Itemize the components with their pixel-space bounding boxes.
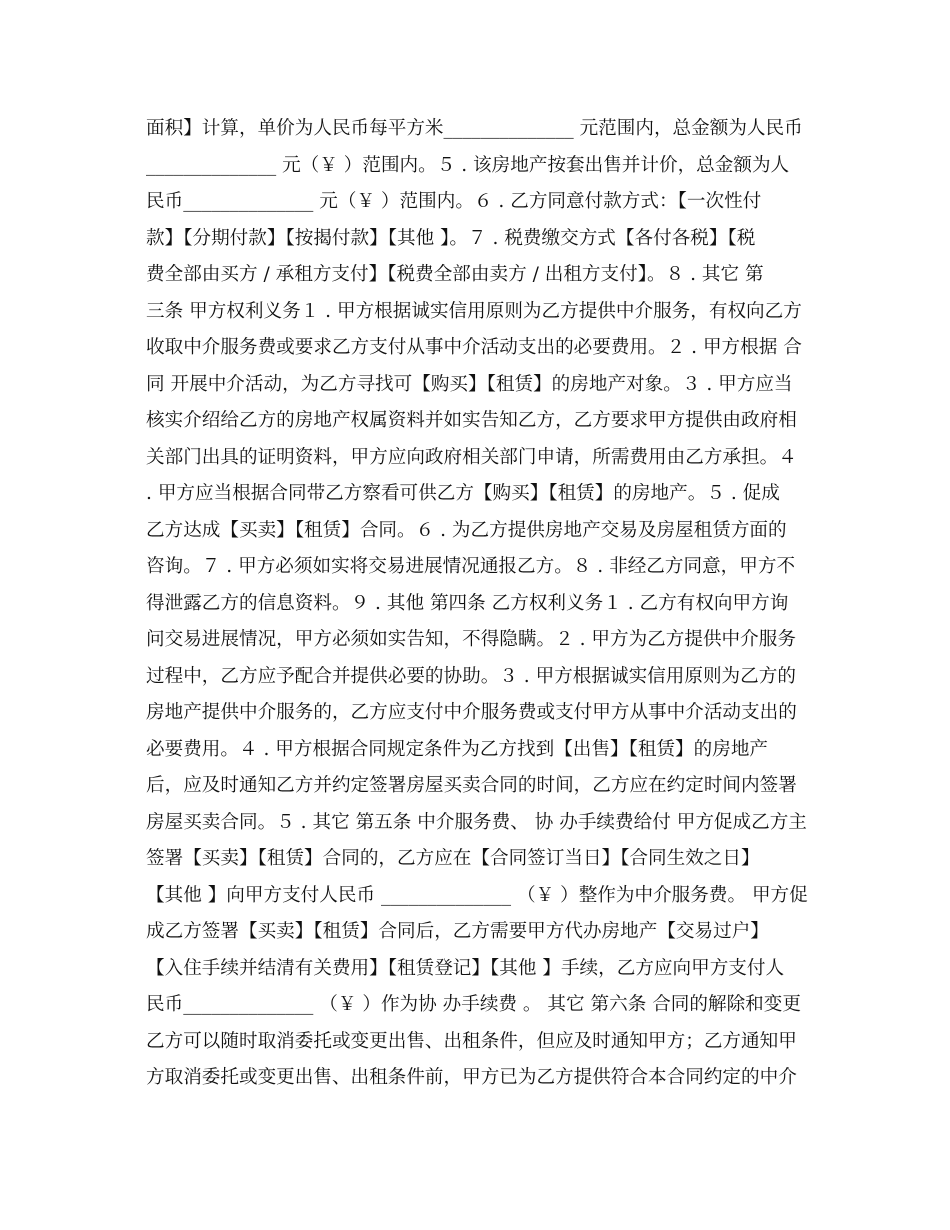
text-line: 费全部由买方 / 承租方支付】【税费全部由卖方 / 出租方支付】。８ . 其它 第 bbox=[146, 264, 764, 285]
text-line: . 甲方应当根据合同带乙方察看可供乙方【购买】【租赁】的房地产。５ . 促成 bbox=[146, 483, 780, 504]
text-line: 过程中，乙方应予配合并提供必要的协助。３ . 甲方根据诚实信用原则为乙方的 bbox=[146, 665, 796, 687]
text-line: 方取消委托或变更出售、出租条件前，甲方已为乙方提供符合本合同约定的中介 bbox=[146, 1067, 797, 1088]
text-line: 咨询。７ . 甲方必须如实将交易进展情况通报乙方。８ . 非经乙方同意，甲方不 bbox=[146, 556, 796, 577]
text-line: 房地产提供中介服务的，乙方应支付中介服务费或支付甲方从事中介活动支出的 bbox=[146, 702, 797, 723]
text-line: 核实介绍给乙方的房地产权属资料并如实告知乙方，乙方要求甲方提供由政府相 bbox=[146, 410, 797, 431]
text-line: 【其他 】向甲方支付人民币 ______________ （￥ ）整作为中介服务费。 甲方促 bbox=[146, 884, 808, 906]
text-line: 成乙方签署【买卖】【租赁】合同后，乙方需要甲方代办房地产【交易过户】 bbox=[146, 921, 769, 942]
text-line: 关部门出具的证明资料，甲方应向政府相关部门申请，所需费用由乙方承担。４ bbox=[146, 446, 797, 468]
text-line: 后，应及时通知乙方并约定签署房屋买卖合同的时间，乙方应在约定时间内签署 bbox=[146, 775, 797, 796]
text-line: 面积】计算，单价为人民币每平方米______________ 元范围内，总金额为人民币 bbox=[146, 118, 803, 139]
text-line: 民币______________ 元（￥ ）范围内。６ . 乙方同意付款方式：【一次性付 bbox=[146, 191, 762, 212]
text-line: 乙方可以随时取消委托或变更出售、出租条件，但应及时通知甲方；乙方通知甲 bbox=[146, 1030, 797, 1052]
text-line: 民币______________ （￥ ）作为协 办手续费 。 其它 第六条 合同的解除和变更 bbox=[146, 994, 801, 1015]
text-line: 同 开展中介活动，为乙方寻找可【购买】【租赁】的房地产对象。３ . 甲方应当 bbox=[146, 373, 793, 395]
text-line: 房屋买卖合同。５ . 其它 第五条 中介服务费、 协 办手续费给付 甲方促成乙方主 bbox=[146, 811, 807, 833]
text-line: 得泄露乙方的信息资料。９ . 其他 第四条 乙方权利义务１ . 乙方有权向甲方询 bbox=[146, 592, 789, 614]
text-line: ______________ 元（￥ ）范围内。５ . 该房地产按套出售并计价，总金额为人 bbox=[146, 154, 790, 176]
text-line: 三条 甲方权利义务１ . 甲方根据诚实信用原则为乙方提供中介服务，有权向乙方 bbox=[146, 300, 802, 322]
text-line: 【入住手续并结清有关费用】【租赁登记】【其他 】手续，乙方应向甲方支付人 bbox=[146, 957, 785, 979]
text-line: 必要费用。４ . 甲方根据合同规定条件为乙方找到【出售】【租赁】的房地产 bbox=[146, 738, 769, 760]
text-line: 问交易进展情况，甲方必须如实告知，不得隐瞒。２ . 甲方为乙方提供中介服务 bbox=[146, 629, 796, 650]
text-line: 乙方达成【买卖】【租赁】合同。６ . 为乙方提供房地产交易及房屋租赁方面的 bbox=[146, 519, 787, 541]
text-line: 款】【分期付款】【按揭付款】【其他 】。７ . 税费缴交方式【各付各税】【税 bbox=[146, 227, 756, 249]
text-line: 签署【买卖】【租赁】合同的，乙方应在【合同签订当日】【合同生效之日】 bbox=[146, 848, 760, 869]
contract-body-text bbox=[146, 111, 826, 1097]
text-line: 收取中介服务费或要求乙方支付从事中介活动支出的必要费用。２ . 甲方根据 合 bbox=[146, 337, 802, 358]
